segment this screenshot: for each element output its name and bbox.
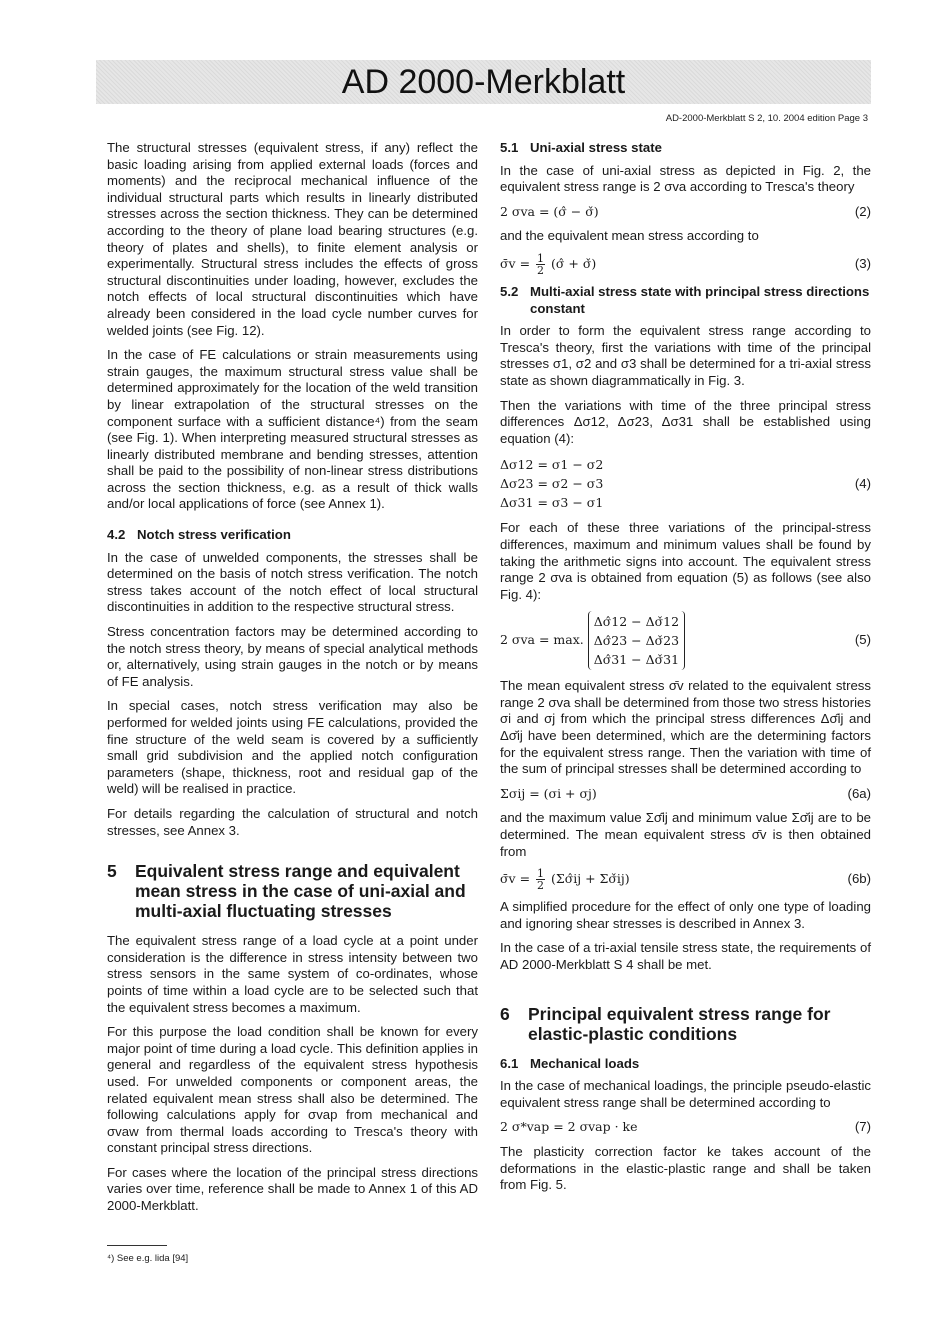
equation-lhs: 2 σva = max. <box>500 632 584 648</box>
paragraph: In the case of a tri-axial tensile stress state, the requirements of AD 2000-Merkblatt S 4 shall be met. <box>500 940 871 972</box>
section-number: 4.2 <box>107 527 126 543</box>
section-number: 5.1 <box>500 140 519 155</box>
equation-body: 2 σ*vap = 2 σvap · ke <box>500 1119 638 1135</box>
paragraph: A simplified procedure for the effect of only one type of loading and ignoring shear stresses is described in Annex 3. <box>500 899 871 931</box>
footnote: ⁴) See e.g. lida [94] <box>107 1253 189 1264</box>
equation-lhs: σ̄v = <box>500 871 531 887</box>
equation-6a <box>500 786 871 803</box>
equation-number: (2) <box>854 203 871 219</box>
equation-line: Δσ23 = σ2 − σ3 <box>500 476 604 492</box>
section-number: 6 <box>500 1003 510 1024</box>
matrix <box>588 611 685 670</box>
paragraph: and the maximum value Σσ̂ij and minimum value Σσ̌ij are to be determined. The mean equivalent stress σ̄v is then obtained from <box>500 810 871 859</box>
equation-4 <box>500 455 871 512</box>
paragraph: The plasticity correction factor ke takes account of the deformations in the elastic-plastic range and shall be taken from Fig. 5. <box>500 1143 871 1193</box>
section-title: Equivalent stress range and equivalent mean stress in the case of uni-axial and multi-axial fluctuating stresses <box>135 861 466 922</box>
paragraph: The equivalent stress range of a load cycle at a point under consideration is the difference in stress intensity between two stress sensors in the same system of co-ordinates, whose points of time within a load cycle are to be selected such that the equivalent stress becomes a maximum. <box>107 933 478 1015</box>
paragraph: The structural stresses (equivalent stress, if any) reflect the basic loading arising from applied external loads (forces and moments) and the reciprocal mechanical influence of the individual structural parts which results in linearly distributed stresses across the section thickness. They can be determined according to the theory of plane load bearing structures (e.g. theory of plates and shells), to finite element analysis or experimentally. Structural stress includes the effects of gross structural discontinuities under loading, however, excludes the notch effects of local structural discontinuities which have already been considered in the load cycle number curves for welded joints (see Fig. 12). <box>107 140 478 338</box>
matrix-row: Δσ̂12 − Δσ̌12 <box>593 614 680 630</box>
matrix-row: Δσ̂31 − Δσ̌31 <box>593 652 680 668</box>
numerator: 1 <box>537 251 545 265</box>
section-number: 6.1 <box>500 1055 519 1071</box>
section-heading-6-1 <box>500 1056 871 1073</box>
section-heading-5-1 <box>500 140 871 157</box>
equation-6b <box>500 868 871 891</box>
equation-lhs: σ̄v = <box>500 255 531 271</box>
paragraph: Then the variations with time of the three principal stress differences Δσ12, Δσ23, Δσ31 shall be established using equation (4): <box>500 397 871 446</box>
section-number: 5 <box>107 861 117 882</box>
fraction <box>536 253 545 276</box>
section-title: Uni-axial stress state <box>530 140 662 155</box>
running-head: AD-2000-Merkblatt S 2, 10. 2004 edition Page 3 <box>665 113 868 124</box>
section-number: 5.2 <box>500 283 519 299</box>
equation-number: (5) <box>854 632 871 648</box>
equation-number: (4) <box>854 475 871 491</box>
paragraph: In the case of uni-axial stress as depicted in Fig. 2, the equivalent stress range is 2 σva according to Tresca's theory <box>500 162 871 195</box>
section-title: Multi-axial stress state with principal stress directions constant <box>530 283 870 316</box>
banner-title: AD 2000-Merkblatt <box>96 60 871 104</box>
equation-rhs: (Σσ̂ij + Σσ̌ij) <box>551 871 630 887</box>
paragraph: For this purpose the load condition shall be known for every major point of time during a load cycle. This definition applies in general and regardless of the equivalent stress hypothesis used. For unwelded components or component areas, the related equivalent mean stress shall also be determined. The following calculations apply for σvap from mechanical and σvaw from thermal loads according to Tresca's theory with constant principal stress directions. <box>107 1024 478 1156</box>
equation-rhs: (σ̂ + σ̌) <box>551 255 597 271</box>
equation-number: (6a) <box>847 785 871 801</box>
numerator: 1 <box>537 867 545 881</box>
section-heading-5 <box>107 861 478 921</box>
equation-number: (3) <box>854 256 871 272</box>
paragraph: For each of these three variations of the principal-stress differences, maximum and minimum values shall be found by taking the arithmetic signs into account. The equivalent stress range 2 σva is obtained from equation (5) as follows (see also Fig. 4): <box>500 520 871 602</box>
matrix-row: Δσ̂23 − Δσ̌23 <box>593 633 680 649</box>
equation-body: Σσij = (σi + σj) <box>500 785 597 801</box>
denominator: 2 <box>537 879 545 893</box>
paragraph: and the equivalent mean stress according to <box>500 228 759 244</box>
equation-2 <box>500 204 871 221</box>
fraction <box>536 868 545 891</box>
paragraph: For cases where the location of the principal stress directions varies over time, reference shall be made to Annex 1 of this AD 2000-Merkblatt. <box>107 1164 478 1214</box>
section-title: Notch stress verification <box>137 527 291 543</box>
section-heading-4-2 <box>107 527 478 544</box>
paragraph: In order to form the equivalent stress range according to Tresca's theory, first the variations with time of the principal stresses σ1, σ2 and σ3 shall be determined for a tri-axial stress state as shown diagrammatically in Fig. 3. <box>500 323 871 388</box>
equation-body: 2 σva = (σ̂ − σ̌) <box>500 203 599 219</box>
equation-7 <box>500 1119 871 1136</box>
section-title: Principal equivalent stress range for elastic-plastic conditions <box>528 1003 831 1044</box>
right-column <box>500 140 871 1202</box>
section-heading-5-2 <box>500 284 871 317</box>
section-heading-6 <box>500 1004 871 1044</box>
equation-number: (7) <box>854 1119 871 1135</box>
equation-number: (6b) <box>847 871 871 887</box>
paragraph: In special cases, notch stress verification may also be performed for welded joints using FE calculations, provided the fine structure of the weld seam is covered by a sufficiently small grid subdivision and the applied notch configuration parameters (shape, thickness, root and residual gap of the weld) will be realised in practice. <box>107 698 478 797</box>
paragraph: Stress concentration factors may be determined according to the notch stress theory, by means of special analytical methods or, alternatively, using strain gauges in the notch or by means of FE analysis. <box>107 624 478 689</box>
equation-line: Δσ12 = σ1 − σ2 <box>500 457 604 473</box>
equation-5 <box>500 611 871 670</box>
paragraph: In the case of mechanical loadings, the principle pseudo-elastic equivalent stress range shall be determined according to <box>500 1078 871 1110</box>
paragraph: The mean equivalent stress σ̄v related to the equivalent stress range 2 σva shall be determined from those two stress histories σi and σj from which the principal stress differences Δσ̂ij and Δσ̌ij have been determined, which are the determining factors for the equivalent stress range. Then the variation with time of the sum of principal stresses shall be determined according to <box>500 678 871 777</box>
equation-line: Δσ31 = σ3 − σ1 <box>500 495 604 511</box>
section-title: Mechanical loads <box>530 1055 640 1071</box>
paragraph: In the case of unwelded components, the stresses shall be determined on the basis of notch stress verification. The notch stress takes account of the notch effect of local structural discontinuities in addition to the respective structural stress. <box>107 549 478 615</box>
footnote-rule <box>107 1245 167 1246</box>
paragraph: In the case of FE calculations or strain measurements using strain gauges, the maximum structural stress value shall be determined approximately for the location of the weld transition by linear extrapolation of the structural stresses on the component surface with a sufficient distance⁴) from the seam (see Fig. 1). When interpreting measured structural stresses as linearly distributed membrane and bending stresses, attention shall be paid to the possibility of non-linear stress distributions across the section thickness, e.g. as a result of thick walls and/or local applications of force (see Annex 1). <box>107 347 478 512</box>
left-column <box>107 140 478 1223</box>
denominator: 2 <box>537 263 545 277</box>
paragraph: For details regarding the calculation of structural and notch stresses, see Annex 3. <box>107 805 478 838</box>
equation-3 <box>500 253 871 276</box>
